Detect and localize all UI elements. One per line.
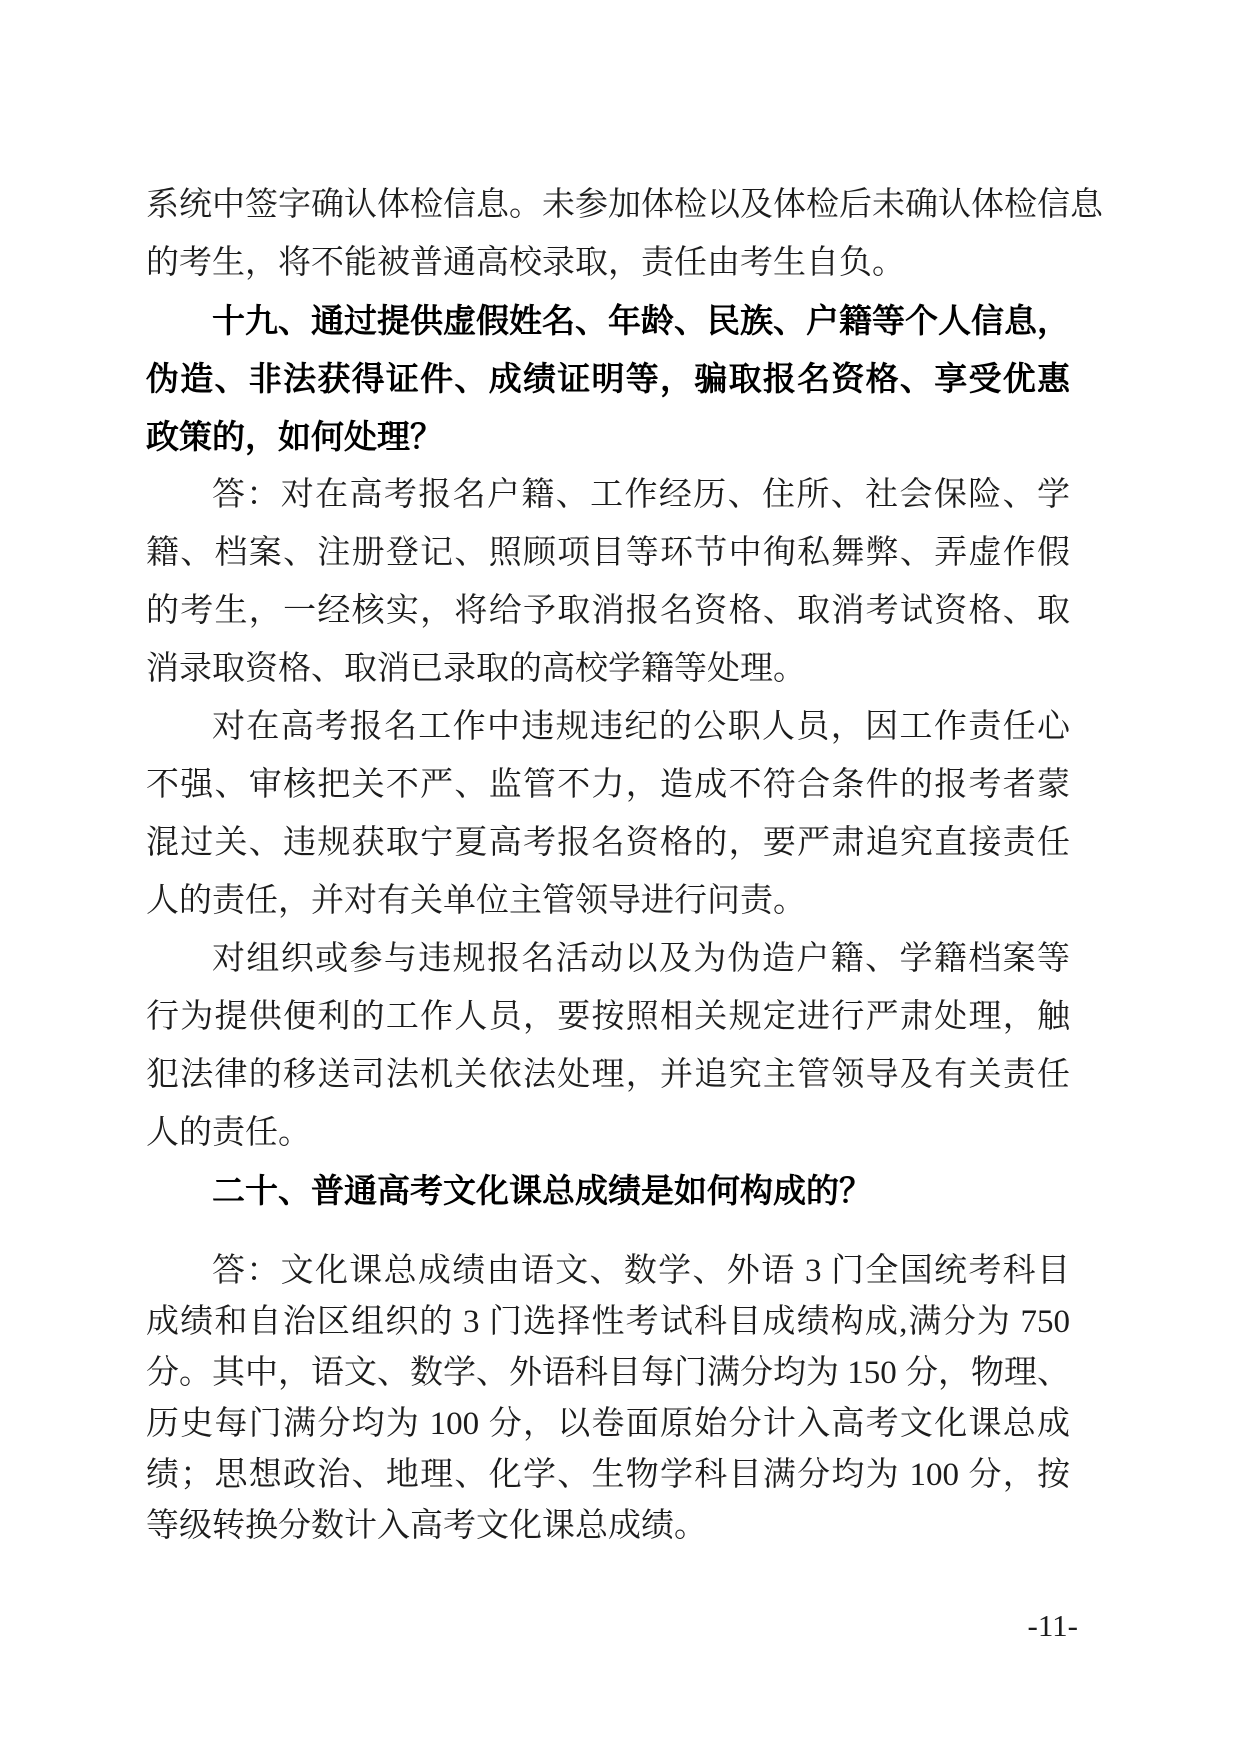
answer-20-paragraph — [146, 1246, 1070, 1552]
page-number: -11- — [1027, 1608, 1078, 1643]
text-line: 对在高考报名工作中违规违纪的公职人员，因工作责任心 — [212, 709, 1070, 745]
answer-19-paragraph-1 — [146, 466, 1070, 698]
heading-line: 伪造、非法获得证件、成绩证明等，骗取报名资格、享受优惠 — [146, 360, 1070, 397]
text-line: 答：文化课总成绩由语文、数学、外语 3 门全国统考科目 — [212, 1253, 1070, 1289]
text-line: 等级转换分数计入高考文化课总成绩。 — [146, 1508, 707, 1544]
text-line: 历史每门满分均为 100 分，以卷面原始分计入高考文化课总成 — [146, 1406, 1070, 1442]
text-line: 人的责任，并对有关单位主管领导进行问责。 — [146, 883, 806, 919]
text-line: 的考生，一经核实，将给予取消报名资格、取消考试资格、取 — [146, 593, 1070, 629]
text-line: 的考生，将不能被普通高校录取，责任由考生自负。 — [146, 245, 905, 281]
text-line: 绩；思想政治、地理、化学、生物学科目满分均为 100 分，按 — [146, 1457, 1070, 1493]
text-line: 犯法律的移送司法机关依法处理，并追究主管领导及有关责任 — [146, 1057, 1070, 1093]
question-20-heading — [146, 1162, 1070, 1220]
answer-19-paragraph-2 — [146, 698, 1070, 930]
heading-line: 十九、通过提供虚假姓名、年龄、民族、户籍等个人信息， — [212, 302, 1070, 339]
text-line: 不强、审核把关不严、监管不力，造成不符合条件的报考者蒙 — [146, 767, 1070, 803]
answer-19-paragraph-3 — [146, 930, 1070, 1162]
text-line: 系统中签字确认体检信息。未参加体检以及体检后未确认体检信息 — [146, 187, 1103, 223]
document-content — [146, 176, 1103, 1552]
question-19-heading — [146, 292, 1070, 466]
text-line: 籍、档案、注册登记、照顾项目等环节中徇私舞弊、弄虚作假 — [146, 535, 1070, 571]
text-line: 成绩和自治区组织的 3 门选择性考试科目成绩构成,满分为 750 — [146, 1304, 1070, 1340]
paragraph-body-continuation — [146, 176, 1103, 292]
text-line: 人的责任。 — [146, 1115, 311, 1151]
text-line: 对组织或参与违规报名活动以及为伪造户籍、学籍档案等 — [212, 941, 1070, 977]
heading-line: 二十、普通高考文化课总成绩是如何构成的？ — [212, 1172, 872, 1209]
text-line: 分。其中，语文、数学、外语科目每门满分均为 150 分，物理、 — [146, 1355, 1070, 1391]
text-line: 答：对在高考报名户籍、工作经历、住所、社会保险、学 — [212, 477, 1070, 513]
text-line: 消录取资格、取消已录取的高校学籍等处理。 — [146, 651, 806, 687]
text-line: 行为提供便利的工作人员，要按照相关规定进行严肃处理，触 — [146, 999, 1070, 1035]
heading-line: 政策的，如何处理？ — [146, 418, 443, 455]
text-line: 混过关、违规获取宁夏高考报名资格的，要严肃追究直接责任 — [146, 825, 1070, 861]
